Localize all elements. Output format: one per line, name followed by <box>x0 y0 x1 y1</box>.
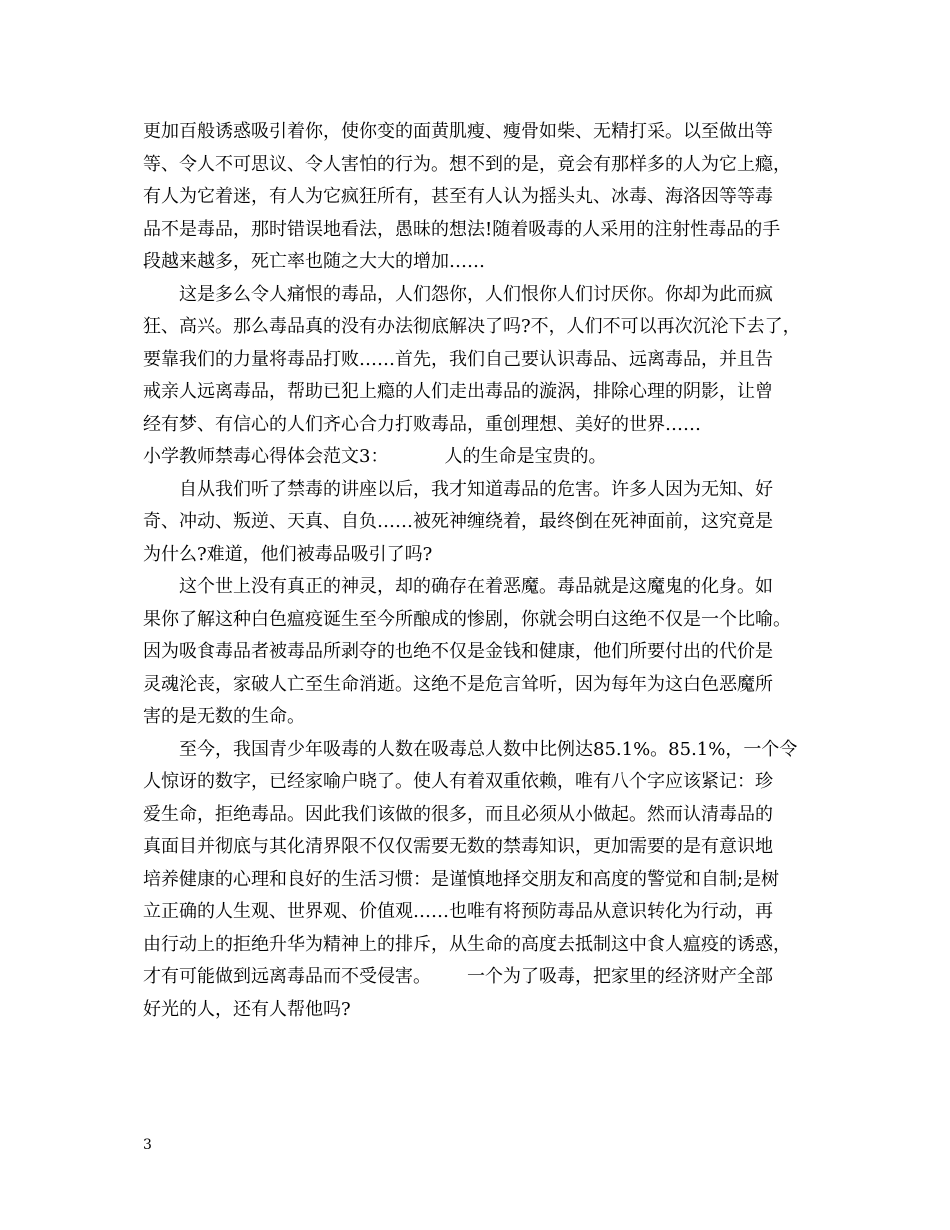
text-line: 果你了解这种白色瘟疫诞生至今所酿成的惨剧，你就会明白这绝不仅是一个比喻。 <box>143 608 791 630</box>
text-line: 真面目并彻底与其化清界限不仅仅需要无数的禁毒知识，更加需要的是有意识地 <box>143 836 773 857</box>
text-line: 要靠我们的力量将毒品打败……首先，我们自己要认识毒品、远离毒品，并且告 <box>143 348 773 370</box>
text-line: 段越来越多，死亡率也随之大大的增加…… <box>143 251 485 272</box>
section-heading-text: 人的生命是宝贵的。 <box>444 446 607 467</box>
text-line: 好光的人，还有人帮他吗? <box>143 998 351 1020</box>
text-line: 这是多么令人痛恨的毒品，人们怨你，人们恨你人们讨厌你。你却为此而疯 <box>179 283 773 305</box>
section-heading-label: 小学教师禁毒心得体会范文3： <box>143 446 389 467</box>
text-line: 经有梦、有信心的人们齐心合力打败毒品，重创理想、美好的世界…… <box>143 413 701 435</box>
text-line: 人惊讶的数字，已经家喻户晓了。使人有着双重依赖，唯有八个字应该紧记：珍 <box>143 771 773 792</box>
text-line: 狂、高兴。那么毒品真的没有办法彻底解决了吗?不，人们不可以再次沉沦下去了， <box>143 316 801 337</box>
text-line: 等、令人不可思议、令人害怕的行为。想不到的是，竟会有那样多的人为它上瘾， <box>143 153 791 175</box>
text-line: 至今，我国青少年吸毒的人数在吸毒总人数中比例达85.1%。85.1%，一个令 <box>179 738 798 760</box>
text-line: 戒亲人远离毒品，帮助已犯上瘾的人们走出毒品的漩涡，排除心理的阴影，让曾 <box>143 381 773 402</box>
text-line: 培养健康的心理和良好的生活习惯：是谨慎地择交朋友和高度的警觉和自制;是树 <box>143 868 780 890</box>
text-line: 这个世上没有真正的神灵，却的确存在着恶魔。毒品就是这魔鬼的化身。如 <box>179 576 773 597</box>
text-line: 因为吸食毒品者被毒品所剥夺的也绝不仅是金钱和健康，他们所要付出的代价是 <box>143 641 773 662</box>
page-number: 3 <box>143 1137 152 1153</box>
text-segment: 才有可能做到远离毒品而不受侵害。 <box>143 966 431 987</box>
text-line <box>143 961 815 994</box>
body-text <box>143 116 815 1026</box>
text-line: 灵魂沦丧，家破人亡至生命消逝。这绝不是危言耸听，因为每年为这白色恶魔所 <box>143 673 773 695</box>
text-line: 害的是无数的生命。 <box>143 706 305 727</box>
text-line: 品不是毒品，那时错误地看法，愚昧的想法!随着吸毒的人采用的注射性毒品的手 <box>143 218 781 240</box>
section-heading <box>143 441 815 474</box>
text-line: 奇、冲动、叛逆、天真、自负……被死神缠绕着，最终倒在死神面前，这究竟是 <box>143 511 773 532</box>
text-line: 有人为它着迷，有人为它疯狂所有，甚至有人认为摇头丸、冰毒、海洛因等等毒 <box>143 186 773 207</box>
text-line: 为什么?难道，他们被毒品吸引了吗? <box>143 543 433 565</box>
text-line: 自从我们听了禁毒的讲座以后，我才知道毒品的危害。许多人因为无知、好 <box>179 478 773 500</box>
text-line: 立正确的人生观、世界观、价值观……也唯有将预防毒品从意识转化为行动，再 <box>143 901 773 922</box>
text-line: 爱生命，拒绝毒品。因此我们该做的很多，而且必须从小做起。然而认清毒品的 <box>143 803 773 825</box>
text-line: 由行动上的拒绝升华为精神上的排斥，从生命的高度去抵制这中食人瘟疫的诱惑， <box>143 933 791 955</box>
text-segment: 一个为了吸毒，把家里的经济财产全部 <box>467 966 773 987</box>
text-line: 更加百般诱惑吸引着你，使你变的面黄肌瘦、瘦骨如柴、无精打采。以至做出等 <box>143 121 773 142</box>
